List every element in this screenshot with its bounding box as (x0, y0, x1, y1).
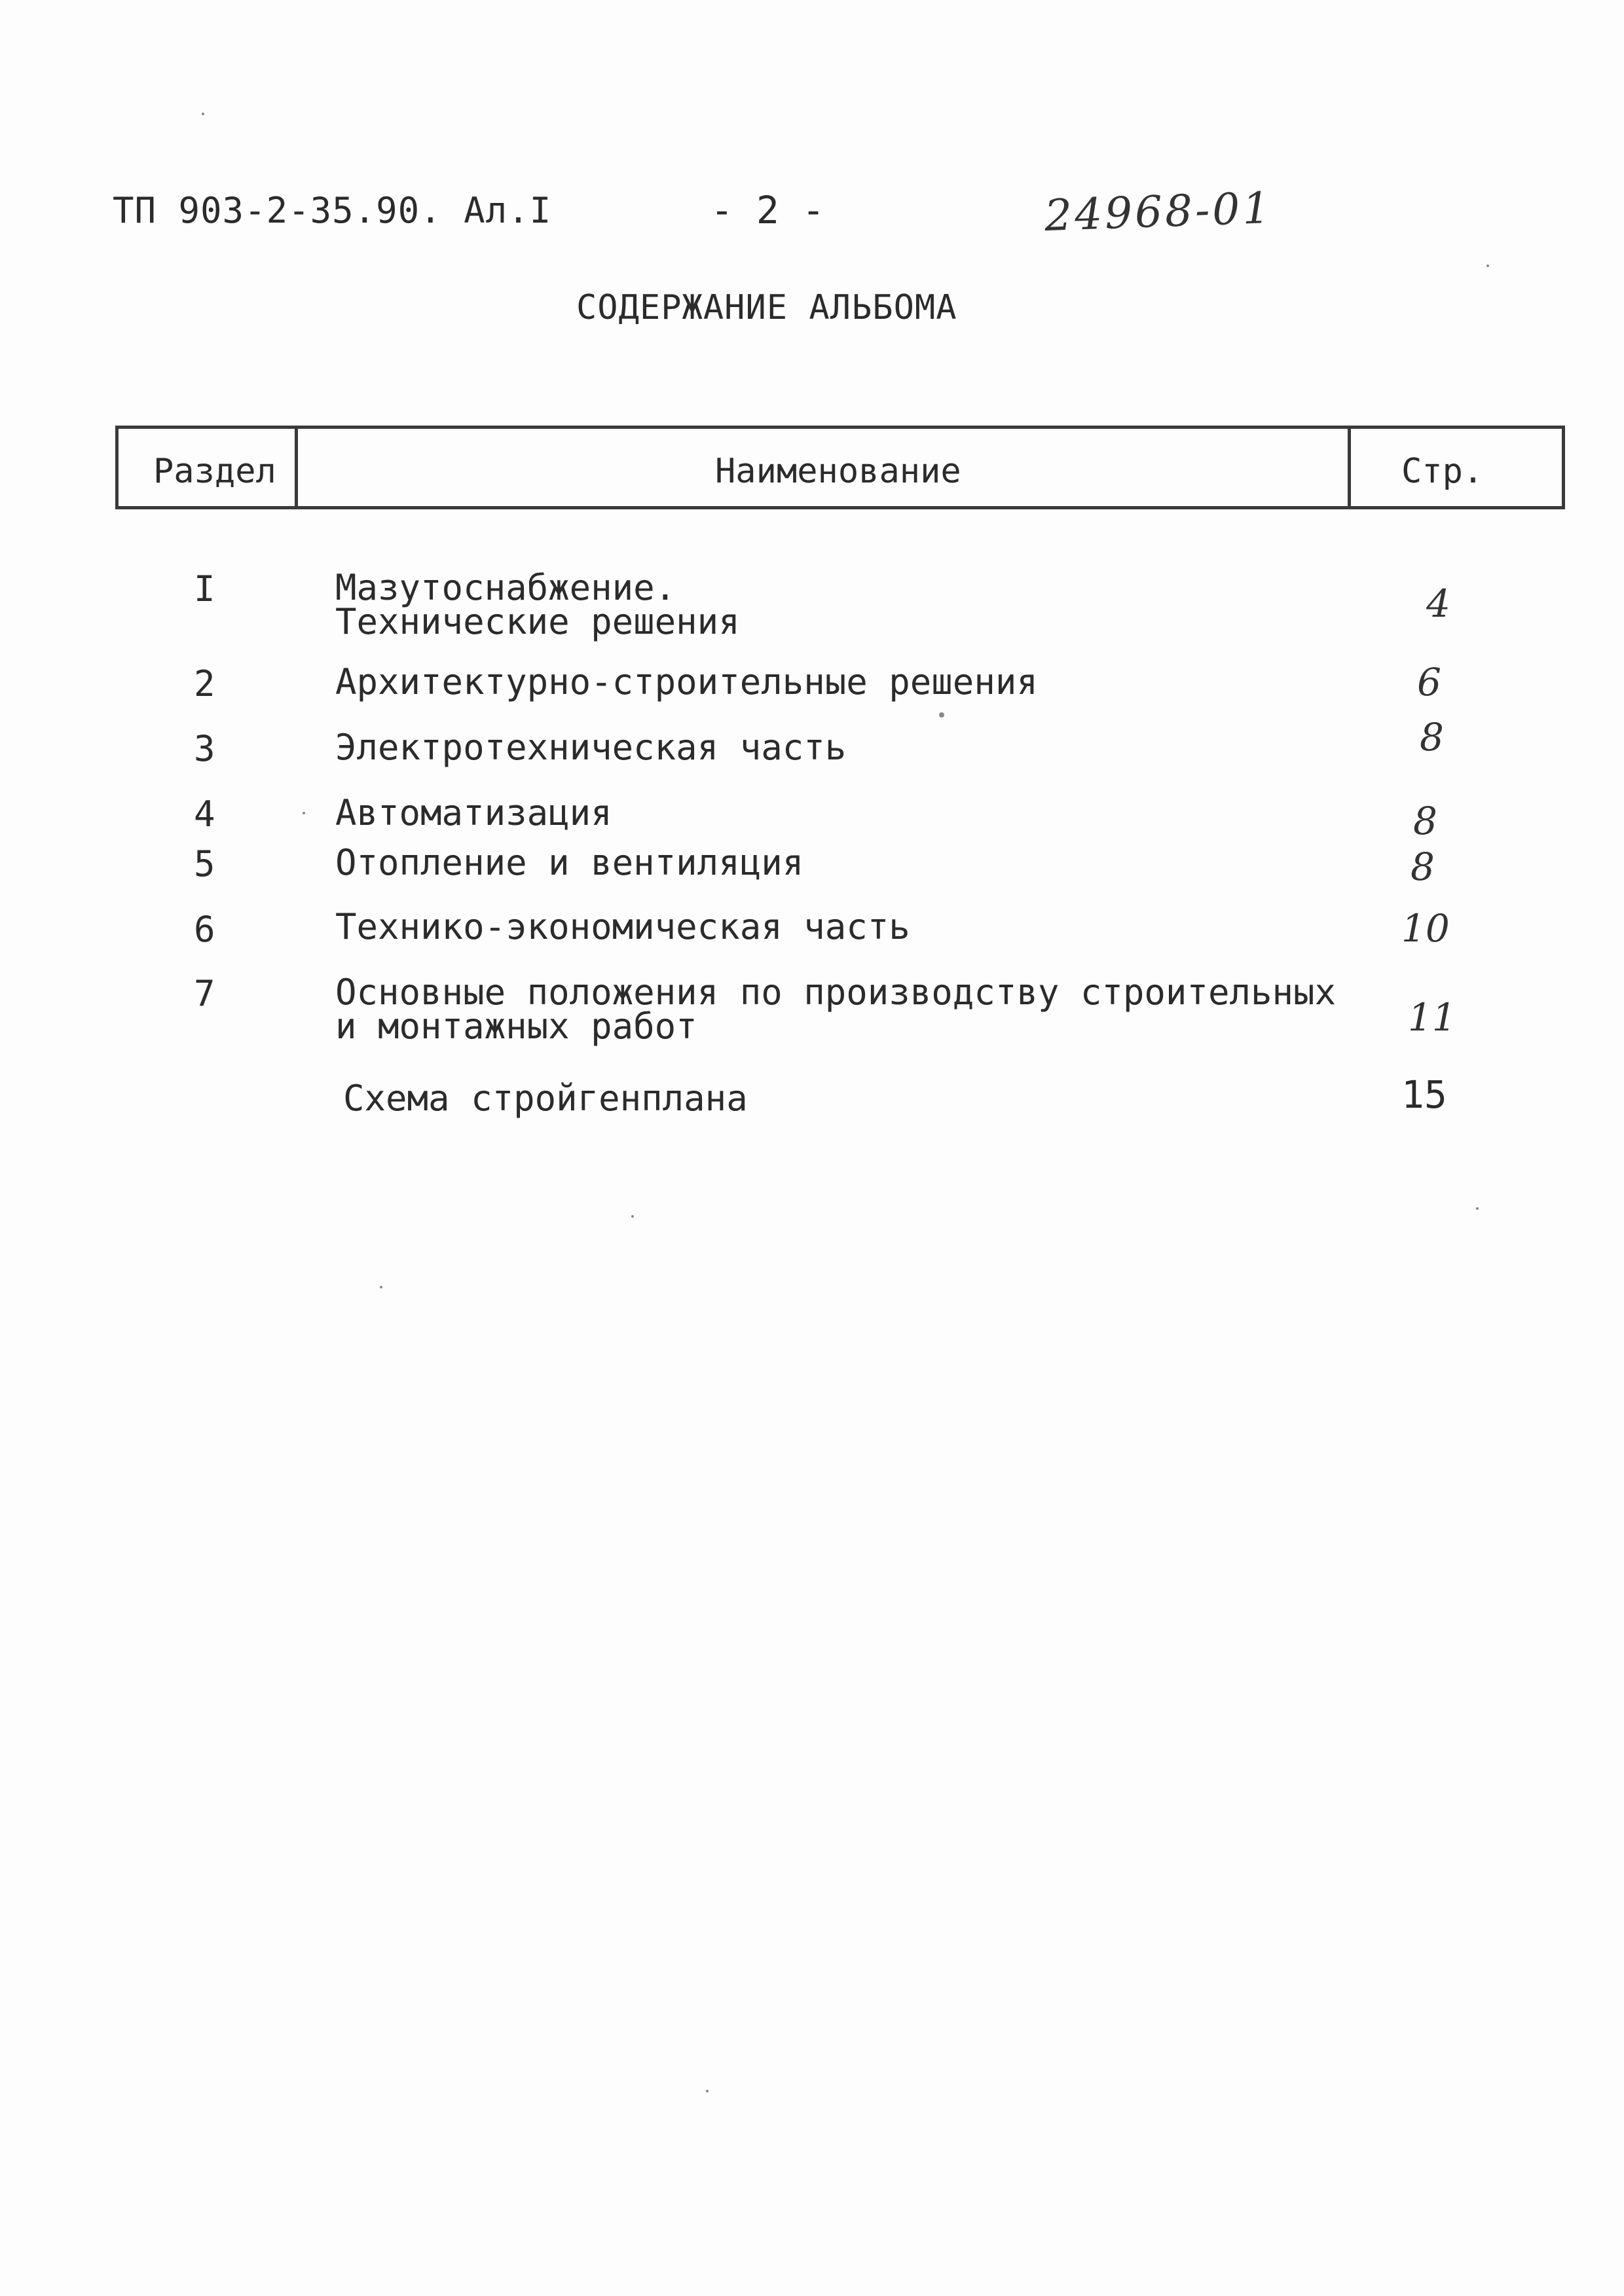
column-header-section: Раздел (153, 452, 276, 491)
row-page: 10 (1401, 906, 1450, 951)
row-name: Основные положения по производству строительных и монтажных работ (335, 972, 1337, 1047)
scan-speck (1486, 264, 1489, 267)
scan-speck (939, 712, 944, 718)
inventory-number: 24968-01 (1043, 182, 1274, 242)
row-section: 4 (194, 793, 215, 835)
scan-speck (303, 812, 305, 814)
scan-speck (631, 1215, 634, 1218)
document-code: ТП 903-2-35.90. Ал.I (113, 190, 552, 231)
page-number: - 2 - (710, 188, 825, 232)
row-name: Автоматизация (335, 792, 612, 833)
column-header-page: Стр. (1401, 452, 1484, 491)
row-page: 11 (1408, 995, 1456, 1040)
row-page: 6 (1417, 660, 1441, 704)
row-section: 3 (194, 728, 215, 769)
row-page: 15 (1401, 1072, 1447, 1117)
column-header-name: Наименование (715, 452, 961, 491)
row-name: Электротехническая часть (335, 727, 847, 768)
row-name: Мазутоснабжение. Технические решения (335, 567, 740, 642)
row-section: I (194, 568, 215, 610)
scan-speck (1476, 1207, 1479, 1210)
row-section: 2 (194, 663, 215, 704)
row-section: 6 (194, 909, 215, 950)
row-page: 8 (1411, 845, 1435, 889)
row-section: 7 (194, 973, 215, 1014)
scan-speck (380, 1286, 382, 1288)
scan-speck (706, 2090, 709, 2092)
page-title: СОДЕРЖАНИЕ АЛЬБОМА (576, 288, 957, 327)
column-divider (1348, 426, 1351, 509)
row-page: 8 (1413, 799, 1437, 843)
row-page: 8 (1420, 715, 1444, 759)
scan-speck (202, 113, 204, 115)
row-name: Отопление и вентиляция (335, 842, 804, 883)
row-section: 5 (194, 843, 215, 884)
row-page: 4 (1426, 581, 1450, 626)
row-name: Технико-экономическая часть (335, 906, 910, 947)
row-name: Архитектурно-строительные решения (335, 661, 1038, 702)
column-divider (295, 426, 298, 509)
row-name: Схема стройгенплана (343, 1078, 748, 1119)
